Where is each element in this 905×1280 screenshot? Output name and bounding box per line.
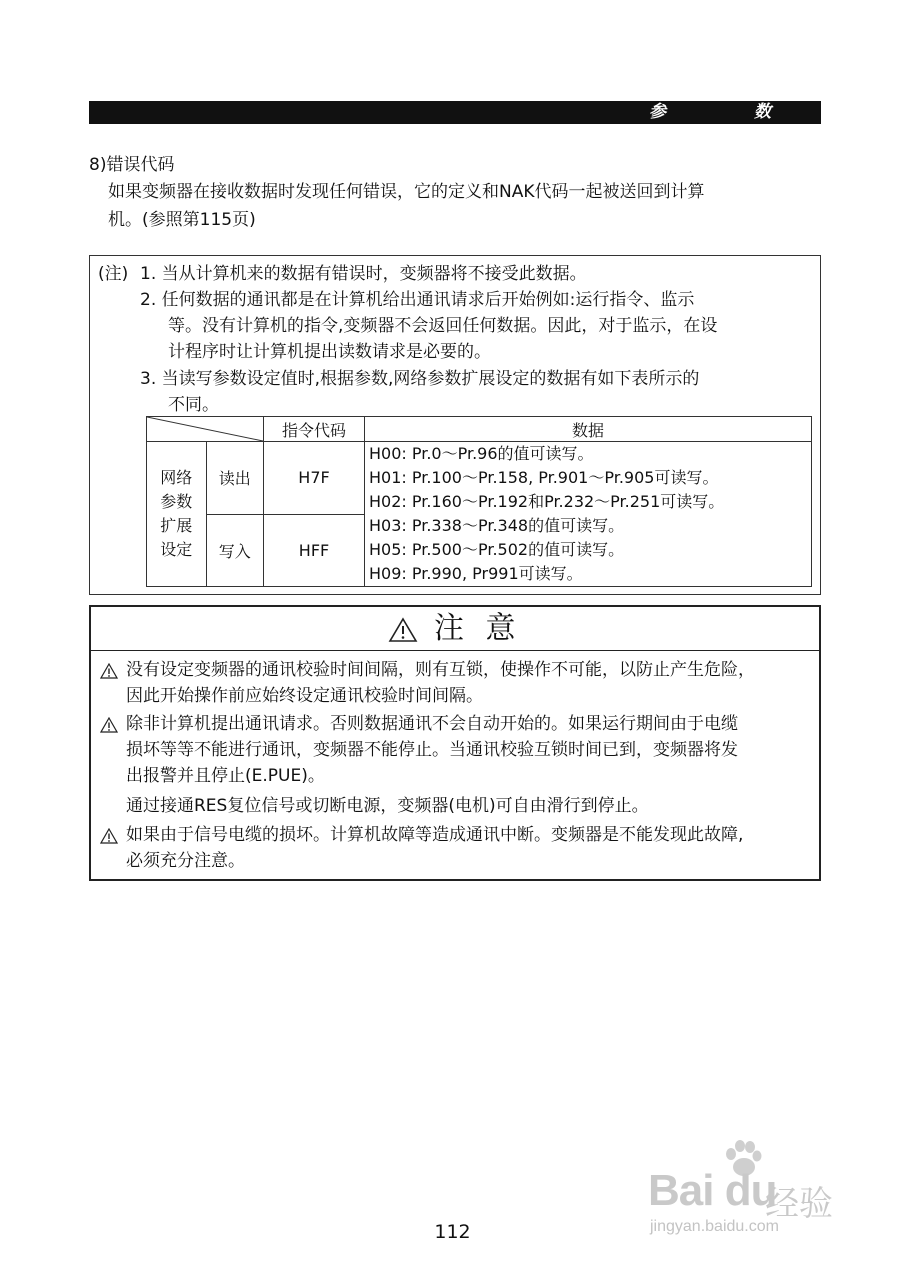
caution-line: 损坏等等不能进行通讯，变频器不能停止。当通讯校验互锁时间已到，变频器将发 bbox=[126, 740, 738, 760]
section-body bbox=[108, 178, 828, 234]
note-line: 2. 任何数据的通讯都是在计算机给出通讯请求后开始例如:运行指令、监示 bbox=[140, 290, 695, 310]
data-line: H00: Pr.0～Pr.96的值可读写。 bbox=[369, 444, 594, 463]
op-write: 写入 bbox=[206, 514, 264, 587]
row-group-label bbox=[147, 442, 207, 587]
watermark-logo: Bai du bbox=[648, 1166, 777, 1215]
row-label-line: 参数 bbox=[160, 492, 193, 511]
warning-triangle-icon bbox=[388, 617, 418, 643]
warning-triangle-icon bbox=[100, 828, 118, 844]
note-line: 不同。 bbox=[168, 395, 219, 415]
data-line: H05: Pr.500～Pr.502的值可读写。 bbox=[369, 540, 625, 559]
warning-triangle-icon bbox=[100, 663, 118, 679]
caution-line: 出报警并且停止(E.PUE)。 bbox=[126, 766, 325, 786]
section-body-line: 如果变频器在接收数据时发现任何错误，它的定义和NAK代码一起被送回到计算 bbox=[108, 182, 705, 202]
page-number: 112 bbox=[434, 1221, 471, 1243]
data-line: H03: Pr.338～Pr.348的值可读写。 bbox=[369, 516, 625, 535]
data-line: H09: Pr.990, Pr991可读写。 bbox=[369, 564, 583, 583]
row-label-line: 设定 bbox=[160, 540, 193, 559]
caution-title: 注 意 bbox=[434, 611, 522, 646]
note-line: 3. 当读写参数设定值时,根据参数,网络参数扩展设定的数据有如下表所示的 bbox=[140, 369, 700, 389]
note-line: 1. 当从计算机来的数据有错误时，变频器将不接受此数据。 bbox=[140, 264, 587, 284]
caution-line: 通过接通RES复位信号或切断电源，变频器(电机)可自由滑行到停止。 bbox=[126, 796, 649, 816]
warning-triangle-icon bbox=[100, 717, 118, 733]
note-line: 等。没有计算机的指令,变频器不会返回任何数据。因此，对于监示，在设 bbox=[168, 316, 718, 336]
table-corner-cell bbox=[147, 417, 264, 442]
note-line: 计程序时让计算机提出读数请求是必要的。 bbox=[168, 342, 491, 362]
section-header-bar bbox=[89, 101, 821, 124]
caution-box bbox=[89, 605, 821, 881]
header-char-1: 参 bbox=[649, 102, 666, 122]
row-label-line: 网络 bbox=[160, 468, 193, 487]
code-write: HFF bbox=[264, 514, 365, 587]
caution-title-bar bbox=[91, 607, 819, 651]
header-char-2: 数 bbox=[754, 102, 771, 122]
data-cell bbox=[365, 442, 812, 587]
caution-line: 没有设定变频器的通讯校验时间间隔，则有互锁，使操作不可能，以防止产生危险， bbox=[126, 660, 755, 680]
note-box bbox=[89, 255, 821, 595]
op-read: 读出 bbox=[206, 442, 264, 515]
caution-line: 因此开始操作前应始终设定通讯校验时间间隔。 bbox=[126, 686, 483, 706]
diagonal-line bbox=[147, 417, 263, 441]
watermark-cn: 经验 bbox=[765, 1184, 833, 1224]
caution-line: 如果由于信号电缆的损坏。计算机故障等造成通讯中断。变频器是不能发现此故障, bbox=[126, 825, 744, 845]
caution-line: 必须充分注意。 bbox=[126, 851, 245, 871]
section-heading: 8)错误代码 bbox=[89, 155, 175, 175]
parameter-table bbox=[146, 416, 812, 587]
row-label-line: 扩展 bbox=[160, 516, 193, 535]
data-line: H01: Pr.100～Pr.158, Pr.901～Pr.905可读写。 bbox=[369, 468, 719, 487]
baidu-watermark bbox=[640, 1140, 850, 1240]
column-header-data: 数据 bbox=[365, 417, 812, 442]
code-read: H7F bbox=[264, 442, 365, 515]
caution-line: 除非计算机提出通讯请求。否则数据通讯不会自动开始的。如果运行期间由于电缆 bbox=[126, 714, 738, 734]
section-body-line: 机。(参照第115页) bbox=[108, 210, 256, 230]
data-line: H02: Pr.160～Pr.192和Pr.232～Pr.251可读写。 bbox=[369, 492, 725, 511]
column-header-code: 指令代码 bbox=[264, 417, 365, 442]
note-prefix: (注) bbox=[98, 264, 129, 284]
watermark-url: jingyan.baidu.com bbox=[650, 1218, 779, 1235]
